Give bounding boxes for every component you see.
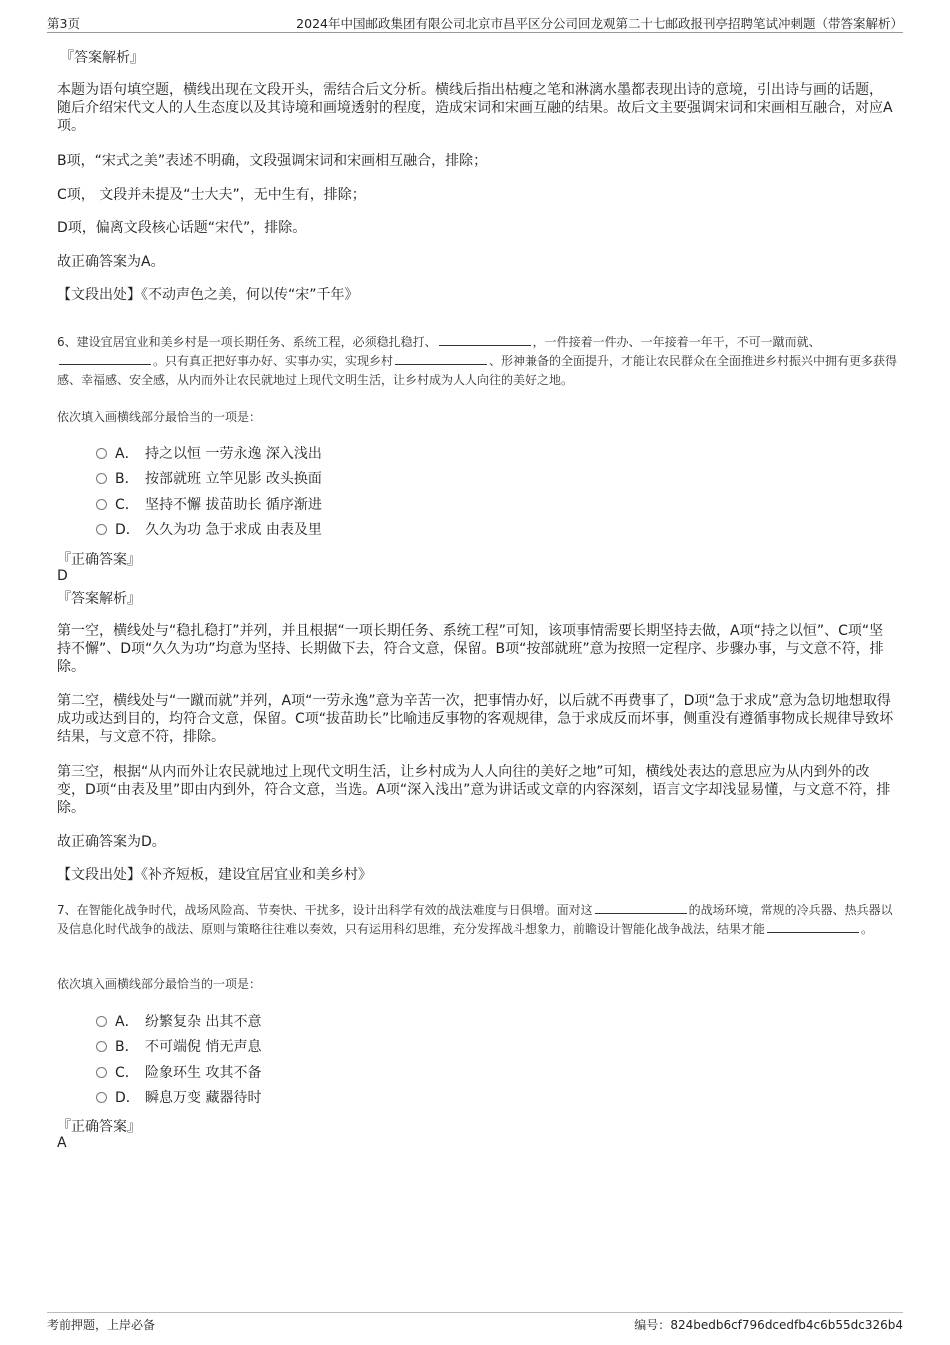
q7-option-c[interactable]: C． 险象环生 攻其不备 bbox=[96, 1062, 261, 1082]
q6-analysis-label: 『答案解析』 bbox=[57, 591, 141, 607]
q6-option-d[interactable]: D． 久久为功 急于求成 由表及里 bbox=[96, 519, 322, 539]
q7-answer-label: 『正确答案』 bbox=[57, 1119, 141, 1135]
q5-analysis-paragraph: B项，“宋式之美”表述不明确，文段强调宋词和宋画相互融合，排除； bbox=[57, 153, 488, 169]
radio-icon[interactable] bbox=[96, 1067, 107, 1078]
q7-answer: A bbox=[57, 1135, 67, 1151]
radio-icon[interactable] bbox=[96, 524, 107, 535]
radio-icon[interactable] bbox=[96, 499, 107, 510]
footer-code bbox=[634, 1316, 903, 1333]
q5-analysis-paragraph: C项， 文段并未提及“士大夫”，无中生有，排除； bbox=[57, 187, 366, 203]
radio-icon[interactable] bbox=[96, 448, 107, 459]
q6-stem: 6、建设宜居宜业和美乡村是一项长期任务、系统工程，必须稳扎稳打、 ，一件接着一件办、一年接着一年干，不可一蹴而就、。只有真正把好事办好、实事办实，实现乡村 、形神兼备的全面提升，才能让农民群众在全面推进乡村振兴中拥有更多获得感、幸福感、安全感，从内而外让农民就地过上现代文明生活，让乡村成为人人向往的美好之地。 bbox=[57, 335, 898, 387]
q6-analysis-paragraph: 故正确答案为D。 bbox=[57, 834, 166, 850]
blank-line bbox=[395, 352, 487, 365]
q7-option-d[interactable]: D． 瞬息万变 藏器待时 bbox=[96, 1087, 261, 1107]
q5-analysis-paragraph: 本题为语句填空题，横线出现在文段开头，需结合后文分析。横线后指出枯瘦之笔和淋漓水墨都表现出诗的意境，引出诗与画的话题，随后介绍宋代文人的人生态度以及其诗境和画境透射的程度，造成宋词和宋画互融的结果。故后文主要强调宋词和宋画相互融合，对应A项。 bbox=[57, 82, 893, 134]
footer-code-value: 824bedb6cf796dcedfb4c6b55dc326b4 bbox=[670, 1318, 903, 1332]
page-number: 第3页 bbox=[47, 16, 80, 31]
q6-analysis-paragraph: 第二空，横线处与“一蹴而就”并列，A项“一劳永逸”意为辛苦一次，把事情办好，以后就不再费事了，D项“急于求成”意为急切地想取得成功或达到目的，均符合文意，保留。C项“拔苗助长”比喻违反事物的客观规律，急于求成反而坏事，侧重没有遵循事物成长规律导致坏结果，与文意不符，排除。 bbox=[57, 693, 894, 745]
q5-analysis-paragraph: D项，偏离文段核心话题“宋代”，排除。 bbox=[57, 220, 307, 236]
q5-source: 【文段出处】《不动声色之美，何以传“宋”千年》 bbox=[57, 287, 359, 303]
q6-option-a[interactable]: A． 持之以恒 一劳永逸 深入浅出 bbox=[96, 443, 322, 463]
radio-icon[interactable] bbox=[96, 1092, 107, 1103]
footer-code-label: 编号： bbox=[634, 1318, 671, 1332]
q6-option-c[interactable]: C． 坚持不懈 拔苗助长 循序渐进 bbox=[96, 494, 322, 514]
q7-stem: 7、在智能化战争时代，战场风险高、节奏快、干扰多，设计出科学有效的战法难度与日俱增。面对这 的战场环境，常规的冷兵器、热兵器以及信息化时代战争的战法、原则与策略往往难以奏效，只有运用科幻思维，充分发挥战斗想象力，前瞻设计智能化战争战法，结果才能 。 bbox=[57, 903, 893, 936]
page-footer bbox=[47, 1312, 903, 1335]
radio-icon[interactable] bbox=[96, 1016, 107, 1027]
q7-option-a[interactable]: A． 纷繁复杂 出其不意 bbox=[96, 1011, 261, 1031]
q6-analysis-paragraph: 第一空，横线处与“稳扎稳打”并列，并且根据“一项长期任务、系统工程”可知，该项事情需要长期坚持去做，A项“持之以恒”、C项“坚持不懈”、D项“久久为功”均意为坚持、长期做下去，符合文意，保留。B项“按部就班”意为按照一定程序、步骤办事，与文意不符，排除。 bbox=[57, 623, 884, 675]
radio-icon[interactable] bbox=[96, 473, 107, 484]
q6-answer: D bbox=[57, 568, 68, 584]
q6-source: 【文段出处】《补齐短板，建设宜居宜业和美乡村》 bbox=[57, 867, 372, 883]
blank-line bbox=[595, 901, 687, 914]
q5-analysis-label: 『答案解析』 bbox=[60, 50, 144, 66]
blank-line bbox=[767, 920, 859, 933]
q7-prompt: 依次填入画横线部分最恰当的一项是： bbox=[57, 977, 262, 991]
q5-analysis-paragraph: 故正确答案为A。 bbox=[57, 254, 165, 270]
blank-line bbox=[59, 352, 151, 365]
q6-answer-label: 『正确答案』 bbox=[57, 552, 141, 568]
q6-analysis-paragraph: 第三空，根据“从内而外让农民就地过上现代文明生活，让乡村成为人人向往的美好之地”可知，横线处表达的意思应为从内到外的改变，D项“由表及里”即由内到外，符合文意，当选。A项“深入浅出”意为讲话或文章的内容深刻，语言文字却浅显易懂，与文意不符，排除。 bbox=[57, 764, 891, 816]
q6-prompt: 依次填入画横线部分最恰当的一项是： bbox=[57, 410, 262, 424]
radio-icon[interactable] bbox=[96, 1041, 107, 1052]
q7-option-b[interactable]: B． 不可端倪 悄无声息 bbox=[96, 1036, 261, 1056]
q6-option-b[interactable]: B． 按部就班 立竿见影 改头换面 bbox=[96, 468, 322, 488]
blank-line bbox=[439, 333, 531, 346]
page-header bbox=[47, 14, 903, 33]
footer-slogan: 考前押题，上岸必备 bbox=[47, 1318, 156, 1332]
document-title: 2024年中国邮政集团有限公司北京市昌平区分公司回龙观第二十七邮政报刊亭招聘笔试冲刺题（带答案解析） bbox=[296, 16, 903, 31]
